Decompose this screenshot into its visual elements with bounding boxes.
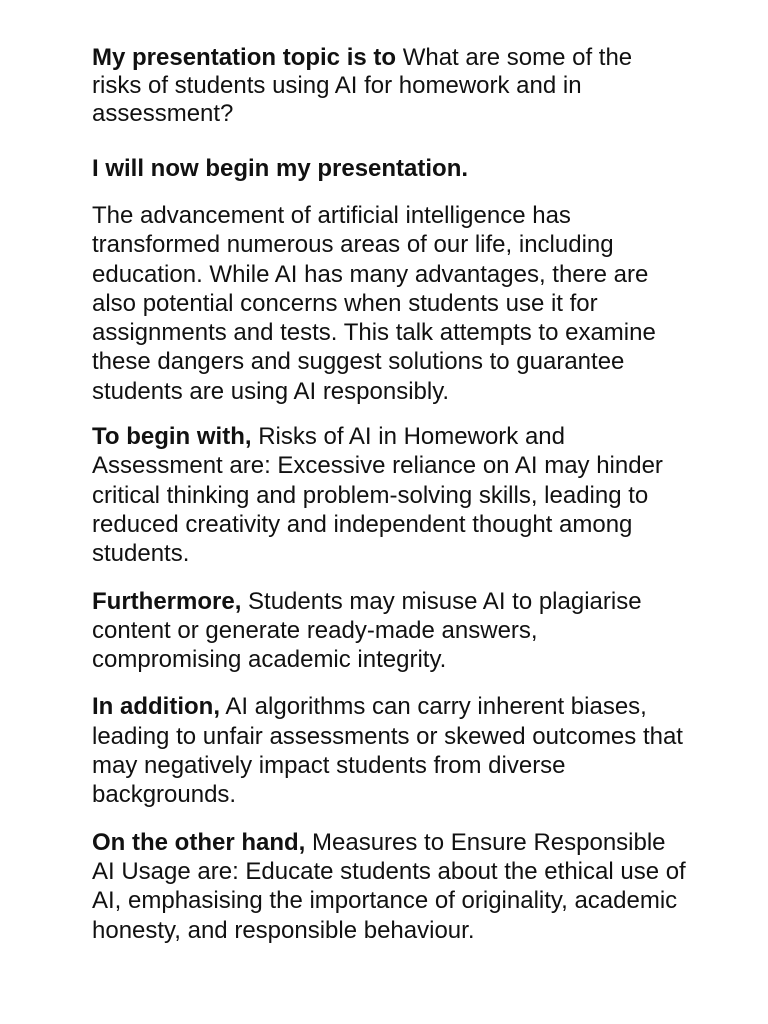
- paragraph-text: AI algorithms can carry inherent biases, leading to unfair assessments or skewed outcomes that may negatively impact students from diverse backgrounds.: [92, 693, 683, 809]
- presentation-topic: [92, 44, 688, 128]
- topic-text: What are some of the risks of students using AI for homework and in assessment?: [92, 44, 633, 127]
- paragraph-plagiarism: [92, 587, 688, 675]
- paragraph-lead-in: Furthermore,: [92, 587, 242, 615]
- paragraph-text: Measures to Ensure Responsible AI Usage are: Educate students about the ethical use of AI, emphasising the importance of originality, academic honesty, and responsible behaviour.: [92, 828, 686, 944]
- paragraph-text: Students may misuse AI to plagiarise content or generate ready-made answers, compromising academic integrity.: [92, 587, 642, 674]
- paragraph-lead-in: In addition,: [92, 693, 220, 721]
- paragraph-lead-in: On the other hand,: [92, 828, 306, 856]
- paragraph-text: Risks of AI in Homework and Assessment are: Excessive reliance on AI may hinder critical thinking and problem-solving skills, leading to reduced creativity and independent thought among students.: [92, 423, 663, 568]
- paragraph-risks: [92, 422, 688, 568]
- intro-paragraph: The advancement of artificial intelligence has transformed numerous areas of our life, including education. While AI has many advantages, there are also potential concerns when students use it for assignments and tests. This talk attempts to examine these dangers and suggest solutions to guarantee students are using AI responsibly.: [92, 202, 656, 405]
- paragraph-measures: [92, 828, 688, 945]
- paragraph-lead-in: To begin with,: [92, 423, 252, 451]
- begin-presentation-line: I will now begin my presentation.: [92, 155, 469, 182]
- paragraph-bias: [92, 692, 688, 809]
- topic-lead-in: My presentation topic is to: [92, 44, 397, 71]
